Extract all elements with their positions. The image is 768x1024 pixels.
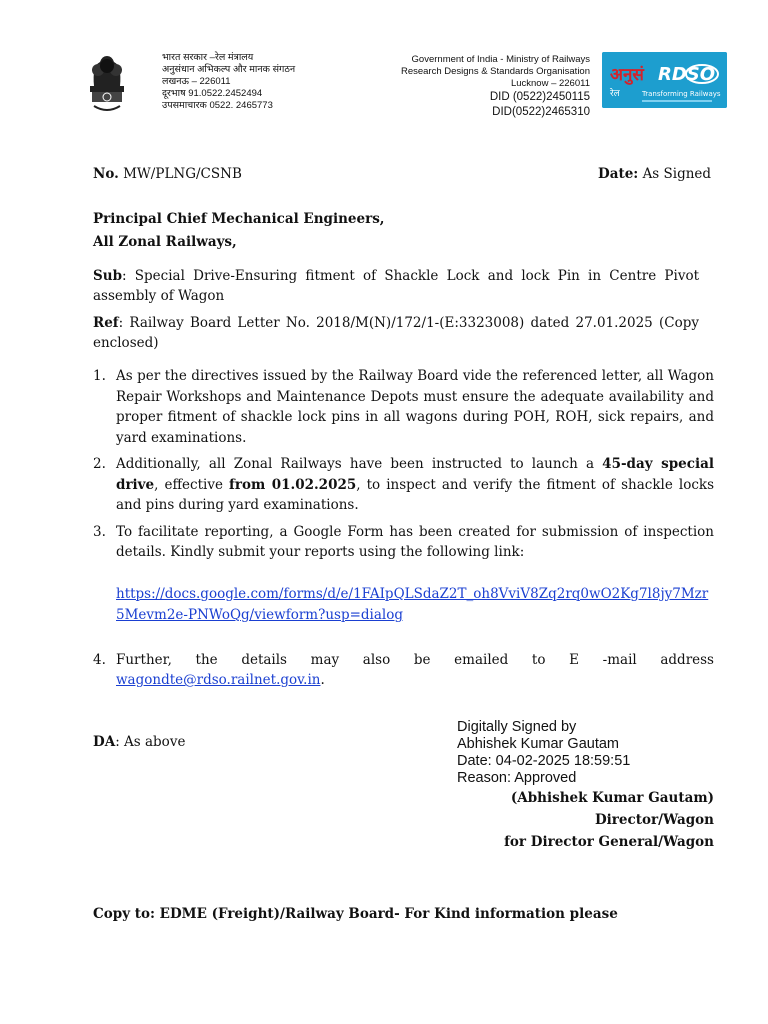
word: be [413, 652, 431, 668]
list-item [93, 454, 714, 516]
google-form-link-container [116, 584, 714, 626]
signature-line: Digitally Signed by [457, 719, 577, 735]
signer-block [504, 787, 714, 853]
list-text: To facilitate reporting, a Google Form has been created for submission of inspection details. Kindly submit your reports using the following link: [116, 523, 714, 560]
signature-line: Reason: Approved [457, 770, 577, 786]
org-line: Government of India - Ministry of Railways [411, 54, 590, 65]
word: details [241, 652, 287, 668]
word: Further, [116, 652, 172, 668]
digital-signature [457, 719, 630, 787]
list-text: Additionally, all Zonal Railways have been instructed to launch a [116, 456, 603, 472]
list-text: , effective [154, 476, 230, 493]
word: may [310, 652, 340, 668]
list-text: As per the directives issued by the Railway Board vide the referenced letter, all Wagon Repair Workshops and Maintenance Depots must ensure the adequate availability and proper fitment of shackle lock pins in all wagons during POH, ROH, sick repairs, and yard examinations. [116, 368, 714, 446]
hindi-line: दूरभाष 91.0522.2452494 [162, 88, 263, 99]
word: E [569, 652, 579, 668]
list-item [93, 366, 714, 448]
list-number: 2. [93, 456, 106, 472]
org-line: Lucknow – 226011 [510, 78, 590, 89]
date-value: As Signed [642, 166, 712, 182]
da-text: : As above [115, 734, 186, 750]
subject-label: Sub [93, 268, 123, 284]
signature-line: Date: 04-02-2025 18:59:51 [457, 753, 631, 769]
word: emailed [454, 652, 509, 668]
org-line: Research Designs & Standards Organisation [400, 66, 590, 77]
drive-duration: 45-day special drive [116, 456, 714, 493]
word: to [531, 652, 546, 668]
date-label: Date: [598, 166, 639, 182]
svg-text:रेल: रेल [610, 89, 620, 99]
signer-name: (Abhishek Kumar Gautam) [510, 790, 714, 806]
rdso-logo [602, 52, 727, 108]
logo-text: RDSO [658, 64, 716, 85]
copy-to: Copy to: EDME (Freight)/Railway Board- For Kind information please [93, 906, 618, 922]
reference-number [93, 164, 242, 184]
national-emblem-icon [80, 52, 134, 116]
email-link[interactable]: wagondte@rdso.railnet.gov.in [116, 672, 321, 688]
list-row [93, 650, 714, 670]
directive-list [93, 366, 714, 563]
hindi-line: उपसमाचारक 0522. 2465773 [162, 100, 273, 111]
subject [93, 266, 699, 306]
drive-start-date: from 01.02.2025 [229, 476, 357, 493]
addressee-line-2: All Zonal Railways, [93, 234, 237, 250]
signature-line: Abhishek Kumar Gautam [457, 736, 619, 752]
reference-label: Ref [93, 315, 119, 331]
hindi-line: अनुसंधान अभिकल्प और मानक संगठन [162, 64, 296, 75]
google-form-link[interactable]: https://docs.google.com/forms/d/e/1FAIpQLSdaZ2T_oh8VviV8Zq2rq0wO2Kg7l8jy7Mzr5Mevm2e-PNWoQg/viewform?usp=dialog [116, 586, 709, 623]
ref-no-label: No. [93, 166, 119, 182]
hindi-header [162, 52, 295, 112]
org-header [401, 54, 590, 120]
signer-title: Director/Wagon [594, 812, 714, 828]
rdso-logo-icon [602, 52, 727, 108]
list-item [93, 650, 714, 690]
document-attached [93, 732, 185, 752]
did-line: DID(0522)2465310 [492, 106, 590, 118]
word: the [195, 652, 218, 668]
ref-no-value: MW/PLNG/CSNB [123, 166, 242, 182]
signer-for: for Director General/Wagon [504, 834, 714, 850]
did-line: DID (0522)2450115 [489, 91, 590, 103]
period: . [320, 672, 325, 688]
word: -mail [602, 652, 637, 668]
list-item [93, 522, 714, 563]
list-number: 1. [93, 368, 106, 384]
list-text: , to inspect and verify the fitment of shackle locks and pins during yard examinations. [116, 476, 714, 513]
reference-text: : Railway Board Letter No. 2018/M(N)/172/1-(E:3323008) dated 27.01.2025 (Copy enclosed) [93, 315, 699, 351]
hindi-line: लखनऊ – 226011 [162, 76, 231, 87]
list-number: 4. [93, 652, 106, 668]
letter-date [598, 164, 711, 184]
addressee-line-1: Principal Chief Mechanical Engineers, [93, 211, 385, 227]
subject-text: : Special Drive-Ensuring fitment of Shackle Lock and lock Pin in Centre Pivot assembly of Wagon [93, 268, 699, 304]
list-number: 3. [93, 523, 106, 540]
reference [93, 313, 699, 353]
da-label: DA [93, 734, 116, 750]
hindi-line: भारत सरकार –रेल मंत्रालय [162, 52, 254, 63]
word: address [660, 652, 714, 668]
logo-subtext: Transforming Railways [642, 90, 721, 98]
word: also [362, 652, 391, 668]
email-line [93, 670, 714, 690]
svg-text:अनुसं: अनुसं [610, 65, 644, 85]
